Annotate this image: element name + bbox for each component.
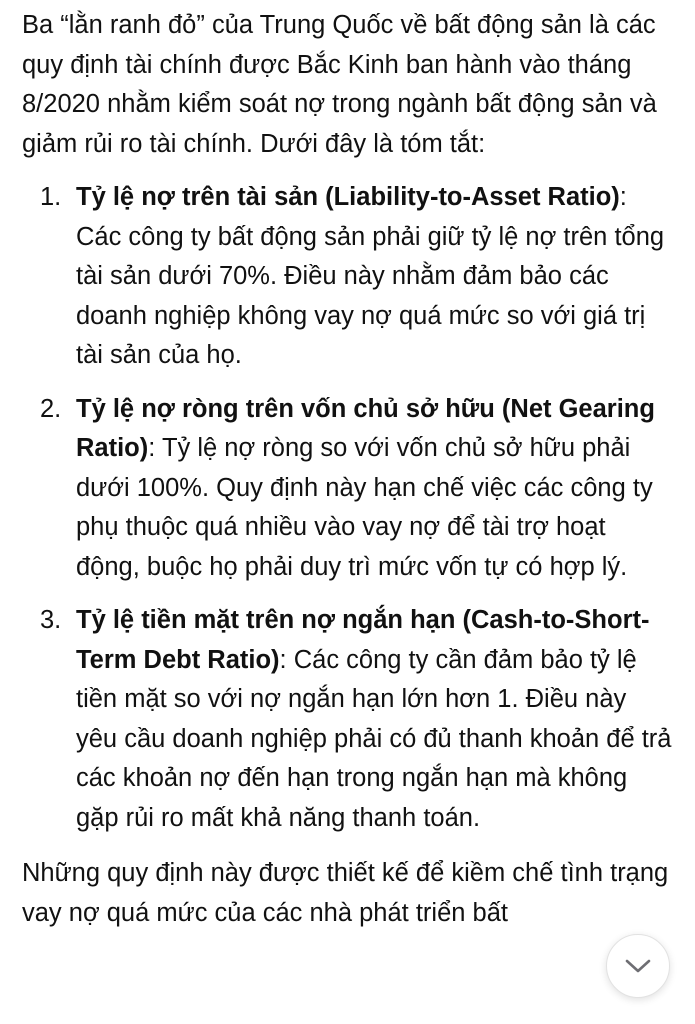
red-lines-list bbox=[22, 178, 674, 838]
scroll-down-button[interactable] bbox=[606, 934, 670, 998]
list-item-description: : Các công ty bất động sản phải giữ tỷ lệ nợ trên tổng tài sản dưới 70%. Điều này nhằm đảm bảo các doanh nghiệp không vay nợ quá mức so với giá trị tài sản của họ. bbox=[76, 183, 665, 369]
list-number: 2. bbox=[40, 394, 62, 423]
list-item-term: Tỷ lệ tiền mặt trên nợ ngắn hạn (Cash-to-Short-Term Debt Ratio) bbox=[76, 606, 650, 674]
chevron-down-icon bbox=[623, 957, 653, 975]
list-item-term: Tỷ lệ nợ ròng trên vốn chủ sở hữu (Net Gearing Ratio) bbox=[76, 394, 655, 462]
list-item bbox=[22, 390, 674, 588]
list-item-description: : Các công ty cần đảm bảo tỷ lệ tiền mặt so với nợ ngắn hạn lớn hơn 1. Điều này yêu cầu doanh nghiệp phải có đủ thanh khoản để trả các khoản nợ đến hạn trong ngắn hạn mà không gặp rủi ro mất khả năng thanh toán. bbox=[76, 645, 672, 832]
list-number: 3. bbox=[40, 606, 62, 634]
list-item bbox=[22, 178, 674, 376]
intro-paragraph: Ba “lằn ranh đỏ” của Trung Quốc về bất động sản là các quy định tài chính được Bắc Kinh ban hành vào tháng 8/2020 nhằm kiểm soát nợ trong ngành bất động sản và giảm rủi ro tài chính. Dưới đây là tóm tắt: bbox=[22, 11, 657, 158]
list-item-description: : Tỷ lệ nợ ròng so với vốn chủ sở hữu phải dưới 100%. Quy định này hạn chế việc các công ty phụ thuộc quá nhiều vào vay nợ để tài trợ hoạt động, buộc họ phải duy trì mức vốn tự có hợp lý. bbox=[76, 434, 653, 581]
scroll-fade bbox=[560, 930, 610, 1020]
list-number: 1. bbox=[40, 183, 62, 211]
outro-paragraph: Những quy định này được thiết kế để kiềm chế tình trạng vay nợ quá mức của các nhà phát triển bất bbox=[22, 859, 669, 927]
message-content bbox=[22, 6, 674, 933]
list-item bbox=[22, 601, 674, 838]
list-item-term: Tỷ lệ nợ trên tài sản (Liability-to-Asset Ratio) bbox=[76, 183, 620, 211]
